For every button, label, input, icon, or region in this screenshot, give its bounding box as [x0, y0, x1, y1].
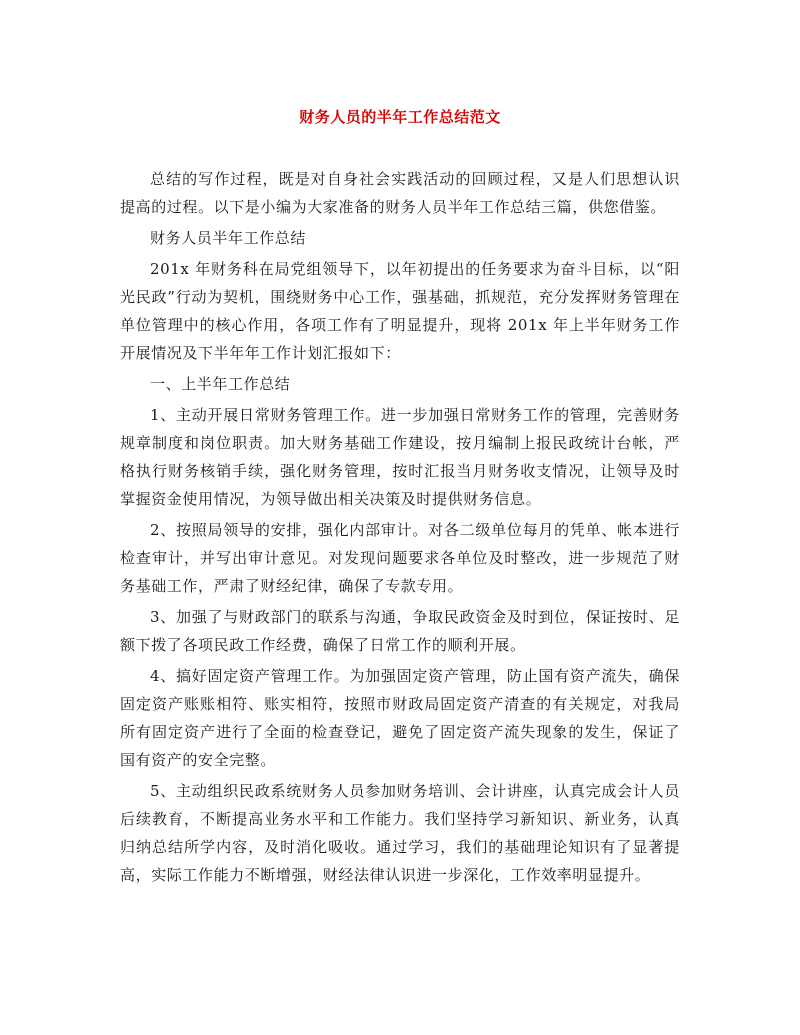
paragraph-overview: 201x 年财务科在局党组领导下，以年初提出的任务要求为奋斗目标，以“阳光民政”行动为契机，围绕财务中心工作，强基础，抓规范，充分发挥财务管理在单位管理中的核心作用，各项工作有了明显提升，现将 201x 年上半年财务工作开展情况及下半年年工作计划汇报如下：	[120, 260, 680, 362]
paragraph-item-2: 2、按照局领导的安排，强化内部审计。对各二级单位每月的凭单、帐本进行检查审计，并写出审计意见。对发现问题要求各单位及时整改，进一步规范了财务基础工作，严肃了财经纪律，确保了专款专用。	[120, 521, 680, 595]
paragraph-intro: 总结的写作过程，既是对自身社会实践活动的回顾过程，又是人们思想认识提高的过程。以下是小编为大家准备的财务人员半年工作总结三篇，供您借鉴。	[120, 170, 680, 216]
paragraph-section-heading: 财务人员半年工作总结	[150, 229, 307, 247]
paragraph-item-3: 3、加强了与财政部门的联系与沟通，争取民政资金及时到位，保证按时、足额下拨了各项民政工作经费，确保了日常工作的顺利开展。	[120, 608, 680, 654]
paragraph-item-4: 4、搞好固定资产管理工作。为加强固定资产管理，防止国有资产流失，确保固定资产账账相符、账实相符，按照市财政局固定资产清查的有关规定，对我局所有固定资产进行了全面的检查登记，避免了固定资产流失现象的发生，保证了国有资产的安全完整。	[120, 667, 680, 769]
paragraph-subheading: 一、上半年工作总结	[150, 375, 291, 393]
document-title: 财务人员的半年工作总结范文	[299, 108, 501, 126]
paragraph-item-5: 5、主动组织民政系统财务人员参加财务培训、会计讲座，认真完成会计人员后续教育，不断提高业务水平和工作能力。我们坚持学习新知识、新业务，认真归纳总结所学内容，及时消化吸收。通过学习，我们的基础理论知识有了显著提高，实际工作能力不断增强，财经法律认识进一步深化，工作效率明显提升。	[120, 782, 680, 884]
paragraph-item-1: 1、主动开展日常财务管理工作。进一步加强日常财务工作的管理，完善财务规章制度和岗位职责。加大财务基础工作建设，按月编制上报民政统计台帐，严格执行财务核销手续，强化财务管理，按时汇报当月财务收支情况，让领导及时掌握资金使用情况，为领导做出相关决策及时提供财务信息。	[120, 406, 680, 508]
